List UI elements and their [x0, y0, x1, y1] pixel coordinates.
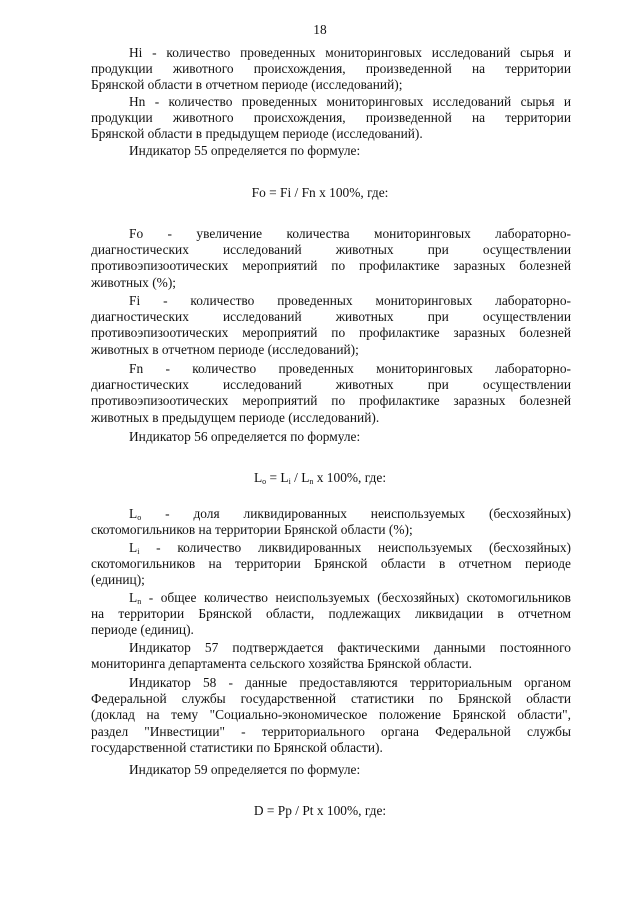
text-line: противоэпизоотических мероприятий по профилактике заразных болезней — [91, 393, 571, 409]
text-line: (единиц); — [91, 572, 145, 588]
text-line: противоэпизоотических мероприятий по профилактике заразных болезней — [91, 325, 571, 341]
text-line: животных в отчетном периоде (исследований); — [91, 341, 359, 357]
definition-lo — [91, 506, 571, 538]
text-line: Fn - количество проведенных мониторинговых лабораторно- — [129, 361, 571, 376]
text-line — [91, 506, 571, 522]
formula-symbol: L — [301, 470, 310, 485]
text-line — [91, 540, 571, 556]
text-line: Fo - увеличение количества мониторинговых лабораторно- — [129, 226, 571, 241]
symbol: L — [129, 590, 138, 605]
formula-operator: = — [266, 470, 281, 485]
text-line: на территории Брянской области, подлежащих ликвидации в отчетном — [91, 606, 571, 622]
text-line: Hn - количество проведенных мониторинговых исследований сырья и — [129, 94, 571, 109]
formula-subscript: n — [309, 477, 314, 486]
text-line: продукции животного происхождения, произведенной на территории — [91, 61, 571, 77]
text-line: продукции животного происхождения, произведенной на территории — [91, 110, 571, 126]
definition-text: - количество ликвидированных неиспользуемых (бесхозяйных) — [139, 540, 571, 555]
text-line: Fi - количество проведенных мониторинговых лабораторно- — [129, 293, 571, 308]
page-number: 18 — [313, 22, 327, 37]
symbol-subscript: o — [137, 513, 142, 522]
text-line: Брянской области в предыдущем периоде (исследований). — [91, 126, 423, 142]
text-line — [91, 590, 571, 606]
text-line: диагностических исследований животных при осуществлении — [91, 309, 571, 325]
indicator-58 — [91, 675, 571, 756]
text-line: скотомогильников на территории Брянской области в отчетном периоде — [91, 556, 571, 572]
formula-lo — [0, 470, 640, 486]
indicator-57 — [91, 640, 571, 672]
formula-operator: / — [290, 470, 302, 485]
formula-d: D = Pp / Pt x 100%, где: — [253, 803, 387, 818]
indicator-59-intro — [91, 762, 571, 778]
definition-li — [91, 540, 571, 589]
text-line: государственной статистики по Брянской области). — [91, 739, 383, 755]
text-line: Индикатор 56 определяется по формуле: — [129, 429, 361, 444]
definition-fi — [91, 293, 571, 358]
definition-fo — [91, 226, 571, 291]
text-line: животных (%); — [91, 274, 177, 290]
text-line: диагностических исследований животных при осуществлении — [91, 242, 571, 258]
text-line: скотомогильников на территории Брянской области (%); — [91, 522, 413, 538]
formula-subscript: i — [288, 477, 291, 486]
indicator-56-intro — [91, 429, 571, 445]
definition-text: - общее количество неиспользуемых (бесхозяйных) скотомогильников — [141, 590, 571, 605]
text-line: мониторинга департамента сельского хозяйства Брянской области. — [91, 656, 472, 672]
text-line: (доклад на тему "Социально-экономическое положение Брянской области", — [91, 707, 571, 723]
definition-ln — [91, 590, 571, 639]
text-line: противоэпизоотических мероприятий по профилактике заразных болезней — [91, 258, 571, 274]
text-line: Федеральной службы государственной статистики по Брянской области — [91, 691, 571, 707]
text-line: животных в предыдущем периоде (исследований). — [91, 409, 380, 425]
formula-symbol: L — [253, 470, 263, 485]
text-line: Индикатор 58 - данные предоставляются территориальным органом — [129, 675, 571, 690]
text-line: Индикатор 57 подтверждается фактическими данными постоянного — [129, 640, 571, 655]
text-line: Индикатор 55 определяется по формуле: — [129, 143, 361, 158]
symbol-subscript: i — [137, 547, 140, 556]
text-line: раздел "Инвестиции" - территориального органа Федеральной службы — [91, 723, 571, 739]
text-line: периоде (единиц). — [91, 622, 194, 638]
definition-hi — [91, 45, 571, 94]
text-line: Брянской области в отчетном периоде (исследований); — [91, 77, 403, 93]
indicator-55-intro — [91, 143, 571, 159]
formula-symbol: L — [280, 470, 289, 485]
formula-fo: Fo = Fi / Fn x 100%, где: — [251, 185, 389, 200]
definition-fn — [91, 361, 571, 426]
text-line: Индикатор 59 определяется по формуле: — [129, 762, 361, 777]
formula-subscript: o — [262, 477, 267, 486]
definition-text: - доля ликвидированных неиспользуемых (бесхозяйных) — [141, 506, 571, 521]
symbol: L — [129, 540, 138, 555]
symbol-subscript: n — [137, 597, 142, 606]
symbol: L — [129, 506, 138, 521]
definition-hn — [91, 94, 571, 143]
formula-tail: x 100%, где: — [313, 470, 387, 485]
text-line: диагностических исследований животных при осуществлении — [91, 377, 571, 393]
text-line: Hi - количество проведенных мониторинговых исследований сырья и — [129, 45, 571, 60]
